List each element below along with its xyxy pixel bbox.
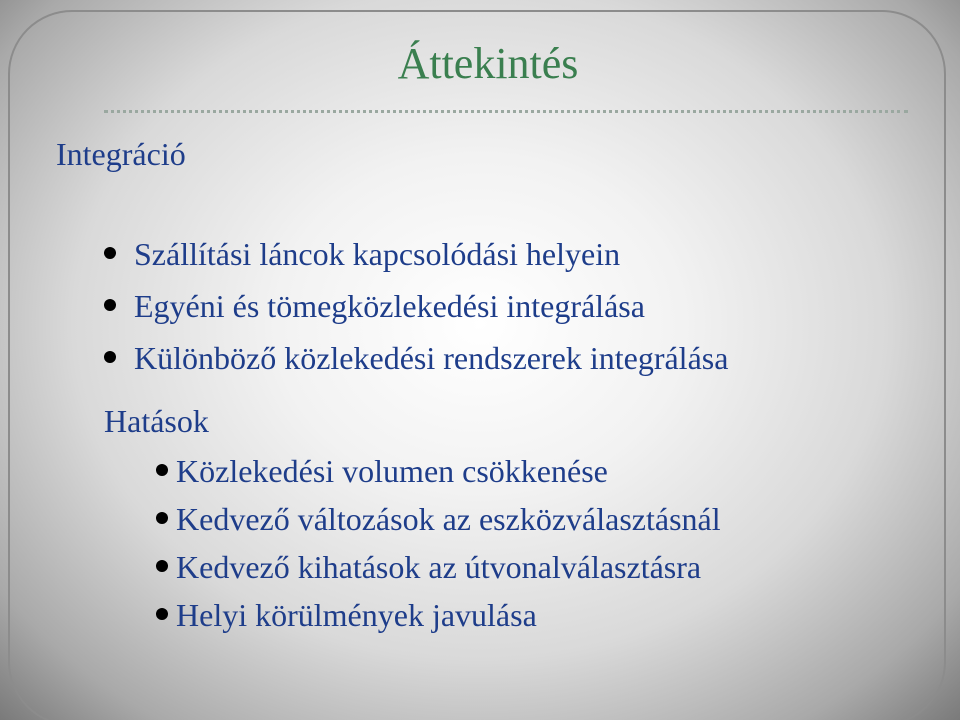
list-item — [156, 551, 721, 599]
bullet-icon — [104, 299, 116, 311]
bullet-icon — [156, 608, 168, 620]
list-item — [104, 238, 728, 290]
list-item — [156, 455, 721, 503]
bullet-icon — [104, 247, 116, 259]
integracio-list — [104, 238, 728, 394]
section-heading-hatasok: Hatások — [104, 403, 209, 439]
list-item-text: Közlekedési volumen csökkenése — [176, 453, 608, 489]
hatasok-list — [156, 455, 721, 647]
slide-title: Áttekintés — [397, 39, 579, 88]
list-item — [104, 290, 728, 342]
list-item — [156, 503, 721, 551]
list-item — [104, 342, 728, 394]
list-item-text: Kedvező változások az eszközválasztásnál — [176, 501, 721, 537]
list-item — [156, 599, 721, 647]
list-item-text: Helyi körülmények javulása — [176, 597, 537, 633]
list-item-text: Kedvező kihatások az útvonalválasztásra — [176, 549, 702, 585]
list-item-text: Szállítási láncok kapcsolódási helyein — [134, 236, 621, 272]
bullet-icon — [156, 560, 168, 572]
bullet-icon — [104, 351, 116, 363]
list-item-text: Különböző közlekedési rendszerek integrálása — [134, 340, 729, 376]
bullet-icon — [156, 464, 168, 476]
list-item-text: Egyéni és tömegközlekedési integrálása — [134, 288, 645, 324]
title-divider — [104, 110, 908, 113]
bullet-icon — [156, 512, 168, 524]
section-heading-integracio: Integráció — [56, 136, 186, 172]
